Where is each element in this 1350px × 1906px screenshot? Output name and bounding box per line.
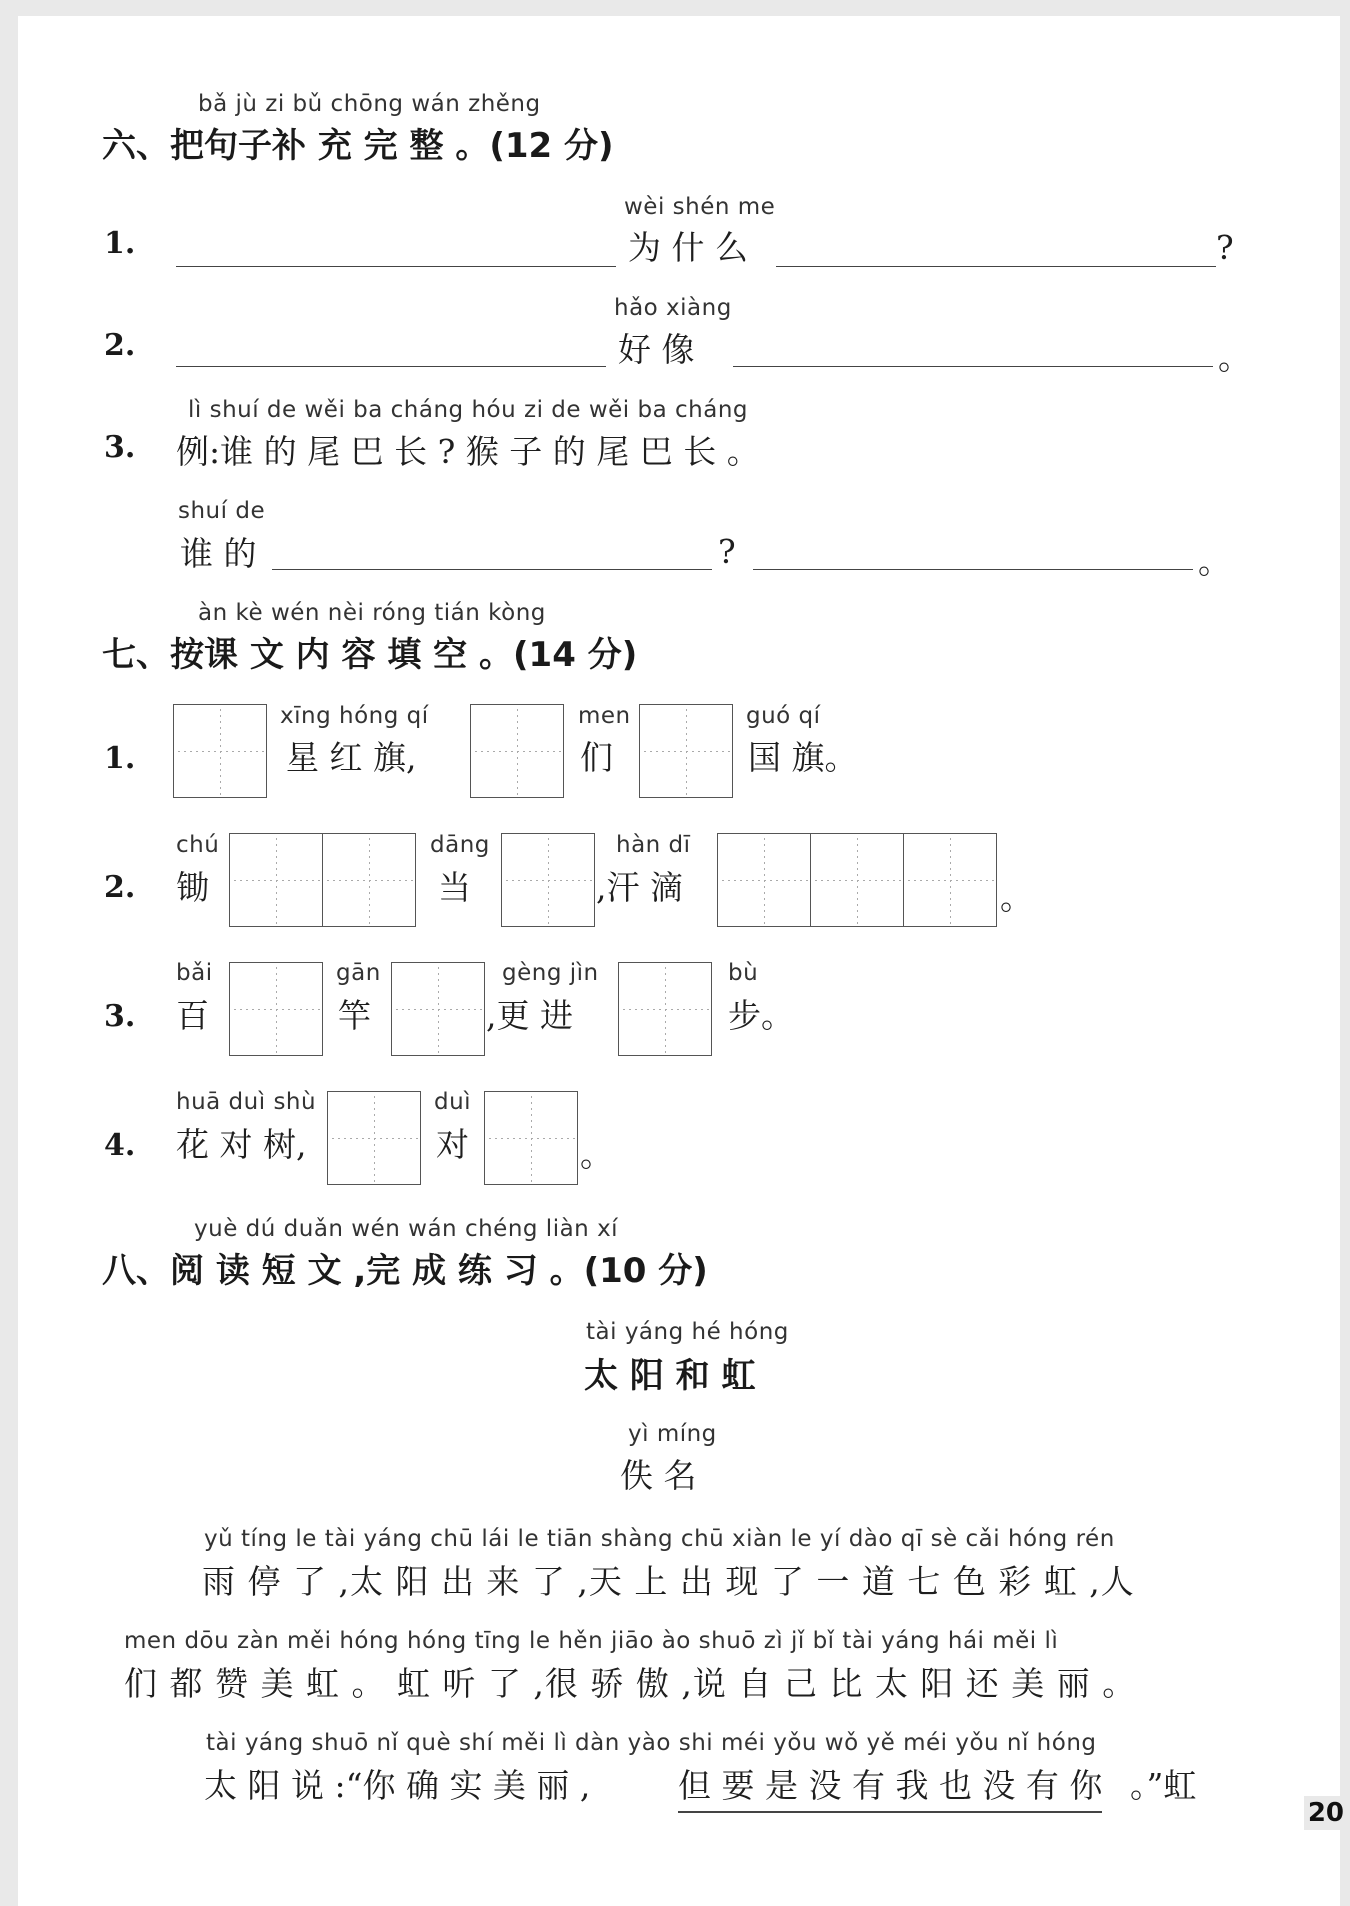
q7-2-pinyin-b: dāng <box>430 832 490 858</box>
q7-3-pinyin-a: bǎi <box>176 960 213 986</box>
q7-4-pinyin-a: huā duì shù <box>176 1089 317 1115</box>
worksheet-page <box>18 16 1340 1906</box>
tian-grid-box[interactable] <box>484 1091 578 1185</box>
section8-title: 八、阅 读 短 文 ,完 成 练 习 。(10 分) <box>102 1251 708 1291</box>
q6-3-sub-text: 谁 的 <box>180 534 257 573</box>
q7-2-text-b: 当 <box>438 868 471 907</box>
answer-line[interactable] <box>753 569 1193 570</box>
story-line-1-pinyin: yǔ tíng le tài yáng chū lái le tiān shàng chū xiàn le yí dào qī sè cǎi hóng rén <box>204 1526 1115 1552</box>
section6-pinyin: bǎ jù zi bǔ chōng wán zhěng <box>198 91 541 117</box>
tian-grid-box[interactable] <box>229 833 323 927</box>
q7-4-text-a: 花 对 树, <box>176 1125 307 1164</box>
q6-1-number: 1. <box>104 226 136 261</box>
q7-4-number: 4. <box>104 1128 136 1163</box>
tian-grid-box[interactable] <box>903 833 997 927</box>
q6-1-pinyin: wèi shén me <box>624 194 776 220</box>
tian-grid-box[interactable] <box>810 833 904 927</box>
q6-3-sub-mid: ? <box>718 532 736 571</box>
q7-3-text-c: ,更 进 <box>486 996 573 1035</box>
story-line-2-pinyin: men dōu zàn měi hóng hóng tīng le hěn jiāo ào shuō zì jǐ bǐ tài yáng hái měi lì <box>124 1628 1059 1654</box>
q6-2-pinyin: hǎo xiàng <box>614 295 732 321</box>
tian-grid-box[interactable] <box>501 833 595 927</box>
answer-line[interactable] <box>272 569 712 570</box>
q6-1-end: ? <box>1216 228 1234 267</box>
section6-title: 六、把句子补 充 完 整 。(12 分) <box>102 126 614 166</box>
q7-2-pinyin-c: hàn dī <box>616 832 691 858</box>
tian-grid-box[interactable] <box>229 962 323 1056</box>
q7-2-text-a: 锄 <box>176 868 209 907</box>
q6-2-end: 。 <box>1218 338 1251 377</box>
tian-grid-box[interactable] <box>717 833 811 927</box>
q7-1-text-c: 国 旗。 <box>748 738 858 777</box>
q7-1-pinyin-c: guó qí <box>746 703 821 729</box>
q7-2-end: 。 <box>1000 878 1033 917</box>
section7-pinyin: àn kè wén nèi róng tián kòng <box>198 600 546 626</box>
tian-grid-box[interactable] <box>327 1091 421 1185</box>
q6-2-number: 2. <box>104 328 136 363</box>
tian-grid-box[interactable] <box>391 962 485 1056</box>
q7-2-pinyin-a: chú <box>176 832 220 858</box>
answer-line[interactable] <box>776 266 1216 267</box>
section7-title: 七、按课 文 内 容 填 空 。(14 分) <box>102 635 638 675</box>
q6-3-number: 3. <box>104 430 136 465</box>
story-line-3-pinyin: tài yáng shuō nǐ què shí měi lì dàn yào shi méi yǒu wǒ yě méi yǒu nǐ hóng <box>206 1730 1097 1756</box>
q7-1-text-b: 们 <box>580 738 613 777</box>
q7-3-pinyin-d: bù <box>728 960 759 986</box>
author-pinyin: yì míng <box>628 1421 717 1447</box>
tian-grid-box[interactable] <box>322 833 416 927</box>
story-line-3-underlined: 但 要 是 没 有 我 也 没 有 你 <box>678 1760 1102 1813</box>
story-title-pinyin: tài yáng hé hóng <box>586 1319 789 1345</box>
story-line-3-a: 太 阳 说 :“你 确 实 美 丽 , <box>204 1766 591 1805</box>
tian-grid-box[interactable] <box>173 704 267 798</box>
page-number: 20 <box>1304 1796 1348 1830</box>
author: 佚 名 <box>620 1456 697 1495</box>
q7-4-pinyin-b: duì <box>434 1089 472 1115</box>
q7-3-text-b: 竿 <box>338 996 371 1035</box>
answer-line[interactable] <box>733 366 1213 367</box>
q7-3-pinyin-b: gān <box>336 960 381 986</box>
story-line-2: 们 都 赞 美 虹 。 虹 听 了 ,很 骄 傲 ,说 自 己 比 太 阳 还 美 丽 。 <box>124 1664 1137 1703</box>
section8-pinyin: yuè dú duǎn wén wán chéng liàn xí <box>194 1216 619 1242</box>
q7-1-text-a: 星 红 旗, <box>286 738 417 777</box>
q6-3-sub-end: 。 <box>1198 542 1231 581</box>
q7-3-text-a: 百 <box>176 996 209 1035</box>
q7-1-pinyin-a: xīng hóng qí <box>280 703 429 729</box>
story-line-3-c: 。”虹 <box>1130 1766 1197 1805</box>
q6-3-pinyin: lì shuí de wěi ba cháng hóu zi de wěi ba cháng <box>188 397 748 423</box>
q7-3-text-d: 步。 <box>728 996 794 1035</box>
q7-2-text-c: ,汗 滴 <box>596 868 683 907</box>
q7-4-end: 。 <box>580 1135 613 1174</box>
q7-4-text-b: 对 <box>436 1125 469 1164</box>
answer-line[interactable] <box>176 366 606 367</box>
q6-2-text: 好 像 <box>618 330 695 369</box>
story-line-1: 雨 停 了 ,太 阳 出 来 了 ,天 上 出 现 了 一 道 七 色 彩 虹 ,人 <box>202 1562 1135 1601</box>
answer-line[interactable] <box>176 266 616 267</box>
q7-3-pinyin-c: gèng jìn <box>502 960 599 986</box>
q6-3-example: 例:谁 的 尾 巴 长 ? 猴 子 的 尾 巴 长 。 <box>176 432 760 471</box>
tian-grid-box[interactable] <box>470 704 564 798</box>
q7-1-number: 1. <box>104 741 136 776</box>
tian-grid-box[interactable] <box>639 704 733 798</box>
story-title: 太 阳 和 虹 <box>584 1356 756 1396</box>
q6-1-text: 为 什 么 <box>628 228 748 267</box>
q7-2-number: 2. <box>104 870 136 905</box>
q7-3-number: 3. <box>104 999 136 1034</box>
q6-3-sub-pinyin: shuí de <box>178 498 266 524</box>
q7-1-pinyin-b: men <box>578 703 631 729</box>
tian-grid-box[interactable] <box>618 962 712 1056</box>
